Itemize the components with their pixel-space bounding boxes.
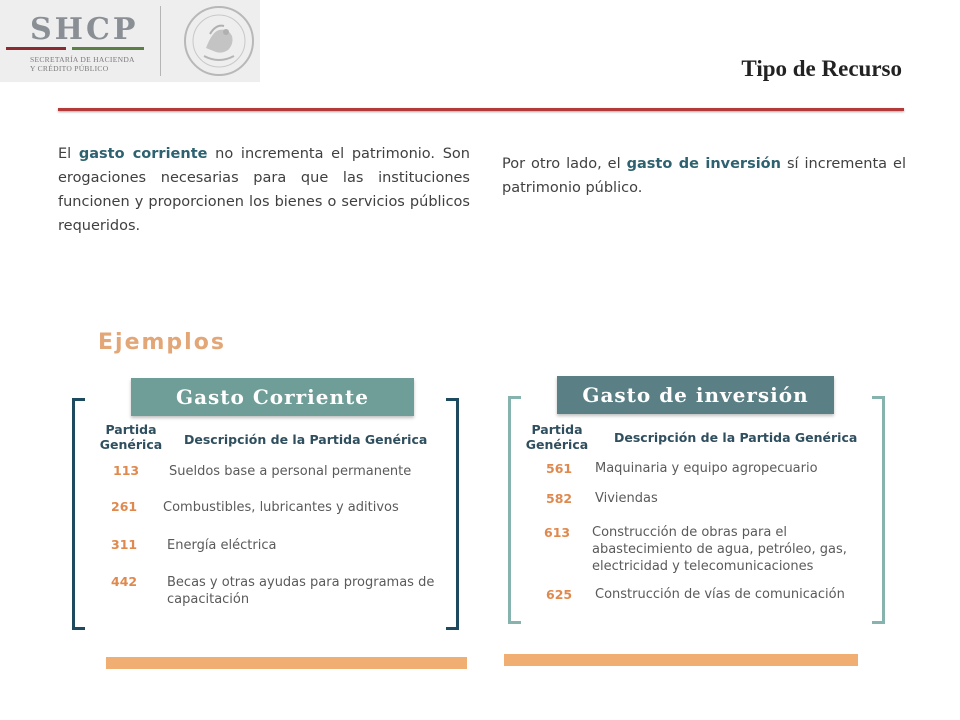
logo-subtitle <box>30 55 135 73</box>
paragraph-text: El <box>58 146 79 162</box>
partida-code: 625 <box>546 587 573 602</box>
paragraph-text: Por otro lado, el <box>502 156 627 172</box>
logo-divider <box>160 6 161 76</box>
partida-description: Sueldos base a personal permanente <box>169 464 412 479</box>
logo-subtitle-line1: SECRETARÍA DE HACIENDA <box>30 55 135 64</box>
right-bracket <box>446 398 459 630</box>
title-underline <box>58 108 904 111</box>
left-bracket <box>72 398 85 630</box>
shcp-logo-block <box>0 0 260 82</box>
gasto-corriente-title: Gasto Corriente <box>131 378 414 416</box>
partida-description: Construcción de vías de comunicación <box>595 587 845 602</box>
partida-code: 113 <box>113 463 140 478</box>
partida-description: Construcción de obras para el abastecimiento de agua, petróleo, gas, electricidad y telecomunicaciones <box>592 525 847 574</box>
left-footer-bar <box>106 657 467 669</box>
gasto-inversion-highlight: gasto de inversión <box>626 156 781 172</box>
partida-code: 613 <box>544 525 571 540</box>
descripcion-header: Descripción de la Partida Genérica <box>614 430 858 445</box>
partida-description: Energía eléctrica <box>167 538 277 553</box>
descripcion-header: Descripción de la Partida Genérica <box>184 432 428 447</box>
partida-code: 311 <box>111 537 138 552</box>
partida-code: 582 <box>546 491 573 506</box>
logo-green-bar <box>72 47 144 50</box>
gasto-inversion-paragraph <box>502 152 906 200</box>
logo-subtitle-line2: Y CRÉDITO PÚBLICO <box>30 64 109 73</box>
logo-red-bar <box>6 47 66 50</box>
shcp-logo-text: SHCP <box>30 12 139 47</box>
mexico-seal-icon <box>182 4 256 78</box>
partida-description: Combustibles, lubricantes y aditivos <box>163 500 399 515</box>
partida-description: Maquinaria y equipo agropecuario <box>595 461 818 476</box>
right-bracket <box>872 396 885 624</box>
ejemplos-heading: Ejemplos <box>98 330 226 355</box>
left-bracket <box>508 396 521 624</box>
partida-code: 442 <box>111 574 138 589</box>
gasto-corriente-paragraph <box>58 142 470 238</box>
gasto-corriente-highlight: gasto corriente <box>78 146 208 162</box>
partida-description: Becas y otras ayudas para programas de capacitación <box>167 575 435 607</box>
partida-code: 261 <box>111 499 138 514</box>
page-title: Tipo de Recurso <box>741 56 902 81</box>
partida-generica-header: Partida Genérica <box>99 422 163 452</box>
gasto-inversion-title: Gasto de inversión <box>557 376 834 414</box>
right-footer-bar <box>504 654 858 666</box>
partida-generica-header: Partida Genérica <box>525 422 589 452</box>
partida-description: Viviendas <box>595 491 658 506</box>
paragraph-text: sí incrementa el patrimonio público. <box>502 156 906 196</box>
paragraph-text: no incrementa el patrimonio. Son erogaciones necesarias para que las instituciones funcionen y proporcionen los bienes o servicios públicos requeridos. <box>58 146 470 234</box>
partida-code: 561 <box>546 461 573 476</box>
